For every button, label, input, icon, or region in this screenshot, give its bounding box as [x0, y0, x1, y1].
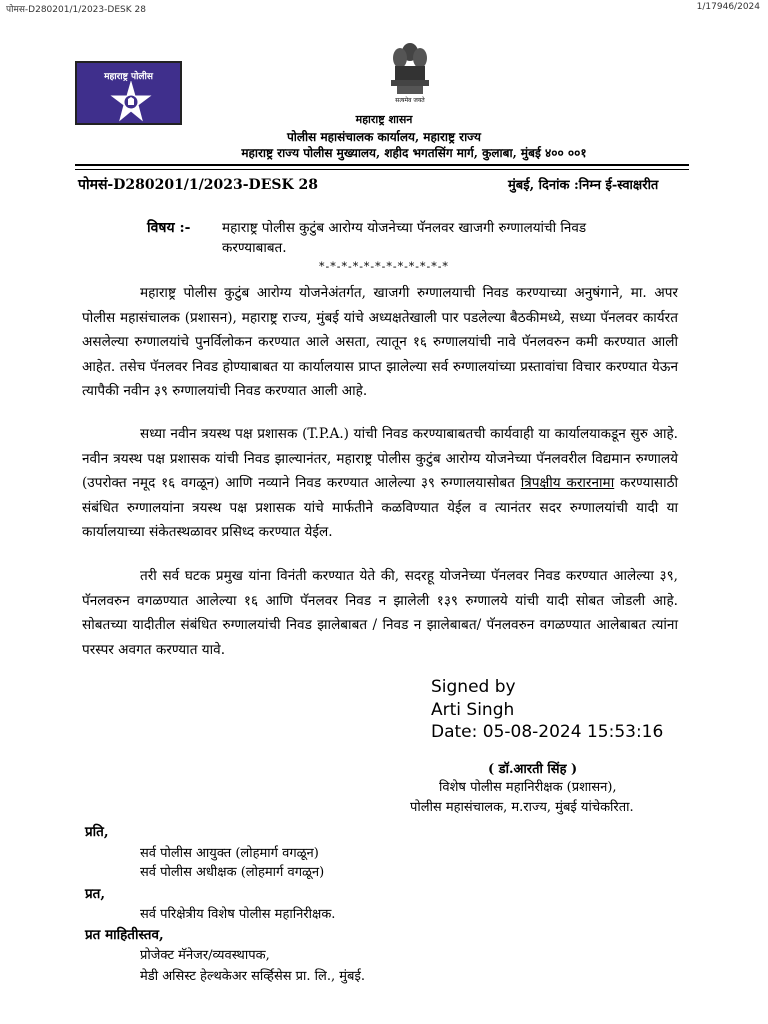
signature-date: Date: 05-08-2024 15:53:16 — [431, 722, 664, 742]
signed-by-label: Signed by — [431, 677, 516, 697]
tripartite-agreement-term: त्रिपक्षीय करारनामा — [520, 475, 615, 492]
copy-label: प्रत, — [85, 886, 106, 902]
subject-text: महाराष्ट्र पोलीस कुटुंब आरोग्य योजनेच्या पॅनलवर खाजगी रुग्णालयांची निवड करण्याबाबत. — [222, 220, 587, 256]
letterhead-office: पोलीस महासंचालक कार्यालय, महाराष्ट्र राज्य — [286, 130, 482, 144]
print-header-left: पोमस-D280201/1/2023-DESK 28 — [6, 5, 146, 15]
print-header-right: 1/17946/2024 — [696, 2, 760, 12]
info-copy-label: प्रत माहितीस्तव, — [85, 927, 164, 943]
subject-label: विषय :- — [147, 220, 191, 236]
recipients-label: प्रति, — [85, 824, 109, 840]
recipient-item: सर्व पोलीस आयुक्त (लोहमार्ग वगळून) — [140, 846, 319, 861]
police-logo-text: महाराष्ट्र पोलीस — [104, 72, 153, 82]
recipient-item: सर्व पोलीस अधीक्षक (लोहमार्ग वगळून) — [140, 865, 325, 880]
reference-date: मुंबई, दिनांक :निम्न ई-स्वाक्षरीत — [508, 178, 659, 193]
digital-signature-block — [431, 676, 663, 744]
national-emblem-icon — [383, 40, 437, 106]
paragraph-2-text-start: सध्या नवीन त्रयस्थ पक्ष प्रशासक (T.P.A.) यांची निवड करण्याबाबतची कार्यवाही या कार्यालयाकडून सुरु आहे. नवीन त्रयस्थ पक्ष प्रशासक यांची निवड झाल्यानंतर, महाराष्ट्र पोलीस कुटुंब आरोग्य योजनेच्या पॅनलवरील विद्यमान रुग्णालये (उपरोक्त नमूद १६ वगळून) आणि नव्याने निवड करण्यात आलेल्या ३९ रुग्णालयासोबत — [82, 426, 678, 492]
letterhead-rule-thick — [75, 164, 689, 166]
signatory-designation: विशेष पोलीस महानिरीक्षक (प्रशासन), — [439, 780, 617, 795]
letterhead-government: महाराष्ट्र शासन — [355, 113, 413, 126]
letterhead-address: महाराष्ट्र राज्य पोलीस मुख्यालय, शहीद भगतसिंग मार्ग, कुलाबा, मुंबई ४०० ००१ — [241, 146, 587, 160]
signer-name: Arti Singh — [431, 699, 515, 720]
body-paragraph-2 — [82, 422, 678, 545]
paragraph-2-text-end: करण्यासाठी संबंधित रुग्णालयांना त्रयस्थ पक्ष प्रशासक यांचे मार्फतीने कळविण्यात येईल व त्यानंतर सदर रुग्णालयांची यादी या कार्यालयाच्या संकेतस्थळावर प्रसिध्द करण्यात येईल. — [82, 475, 679, 541]
info-copy-item: प्रोजेक्ट मॅनेजर/व्यवस्थापक, — [140, 948, 270, 963]
reference-number: पोमसं-D280201/1/2023-DESK 28 — [78, 177, 319, 193]
info-copy-item: मेडी असिस्ट हेल्थकेअर सर्व्हिसेस प्रा. लि., मुंबई. — [140, 969, 365, 984]
signatory-name: ( डॉ.आरती सिंह ) — [488, 762, 578, 777]
body-paragraph-3: तरी सर्व घटक प्रमुख यांना विनंती करण्यात येते की, सदरहू योजनेच्या पॅनलवर निवड करण्यात आलेल्या ३९, पॅनलवरुन वगळण्यात आलेल्या १६ आणि पॅनलवर निवड न झालेली १३९ रुग्णालये यांची यादी सोबत जोडली आहे. सोबतच्या यादीतील संबंधित रुग्णालयांची निवड झालेबाबत / निवड न झालेबाबत/ पॅनलवरुन वगळण्यात आलेबाबत त्यांना परस्पर अवगत करण्यात यावे. — [82, 568, 678, 658]
letterhead-rule-thin — [75, 169, 689, 170]
emblem-motto: सत्यमेव जयते — [395, 97, 425, 104]
subject-separator: *-*-*-*-*-*-*-*-*-*-*-* — [319, 260, 449, 273]
signatory-office: पोलीस महासंचालक, म.राज्य, मुंबई यांचेकरिता. — [410, 800, 634, 815]
body-paragraph-1: महाराष्ट्र पोलीस कुटुंब आरोग्य योजनेअंतर्गत, खाजगी रुग्णालयाची निवड करण्याच्या अनुषंगाने, मा. अपर पोलीस महासंचालक (प्रशासन), महाराष्ट्र राज्य, मुंबई यांचे अध्यक्षतेखाली पार पडलेल्या बैठकीमध्ये, सध्या पॅनलवर कार्यरत असलेल्या रुग्णालयांचे पुनर्विलोकन करण्यात आले असता, त्यातून १६ रुग्णालयांची नावे पॅनलवरुन कमी करण्यात आली आहेत. तसेच पॅनलवर निवड होण्याबाबत या कार्यालयास प्राप्त झालेल्या सर्व रुग्णालयांच्या प्रस्तावांचा विचार करण्यात येऊन त्यापैकी नवीन ३९ रुग्णालयांची निवड करण्यात आली आहे. — [82, 285, 678, 400]
copy-item: सर्व परिक्षेत्रीय विशेष पोलीस महानिरीक्षक. — [140, 907, 336, 922]
